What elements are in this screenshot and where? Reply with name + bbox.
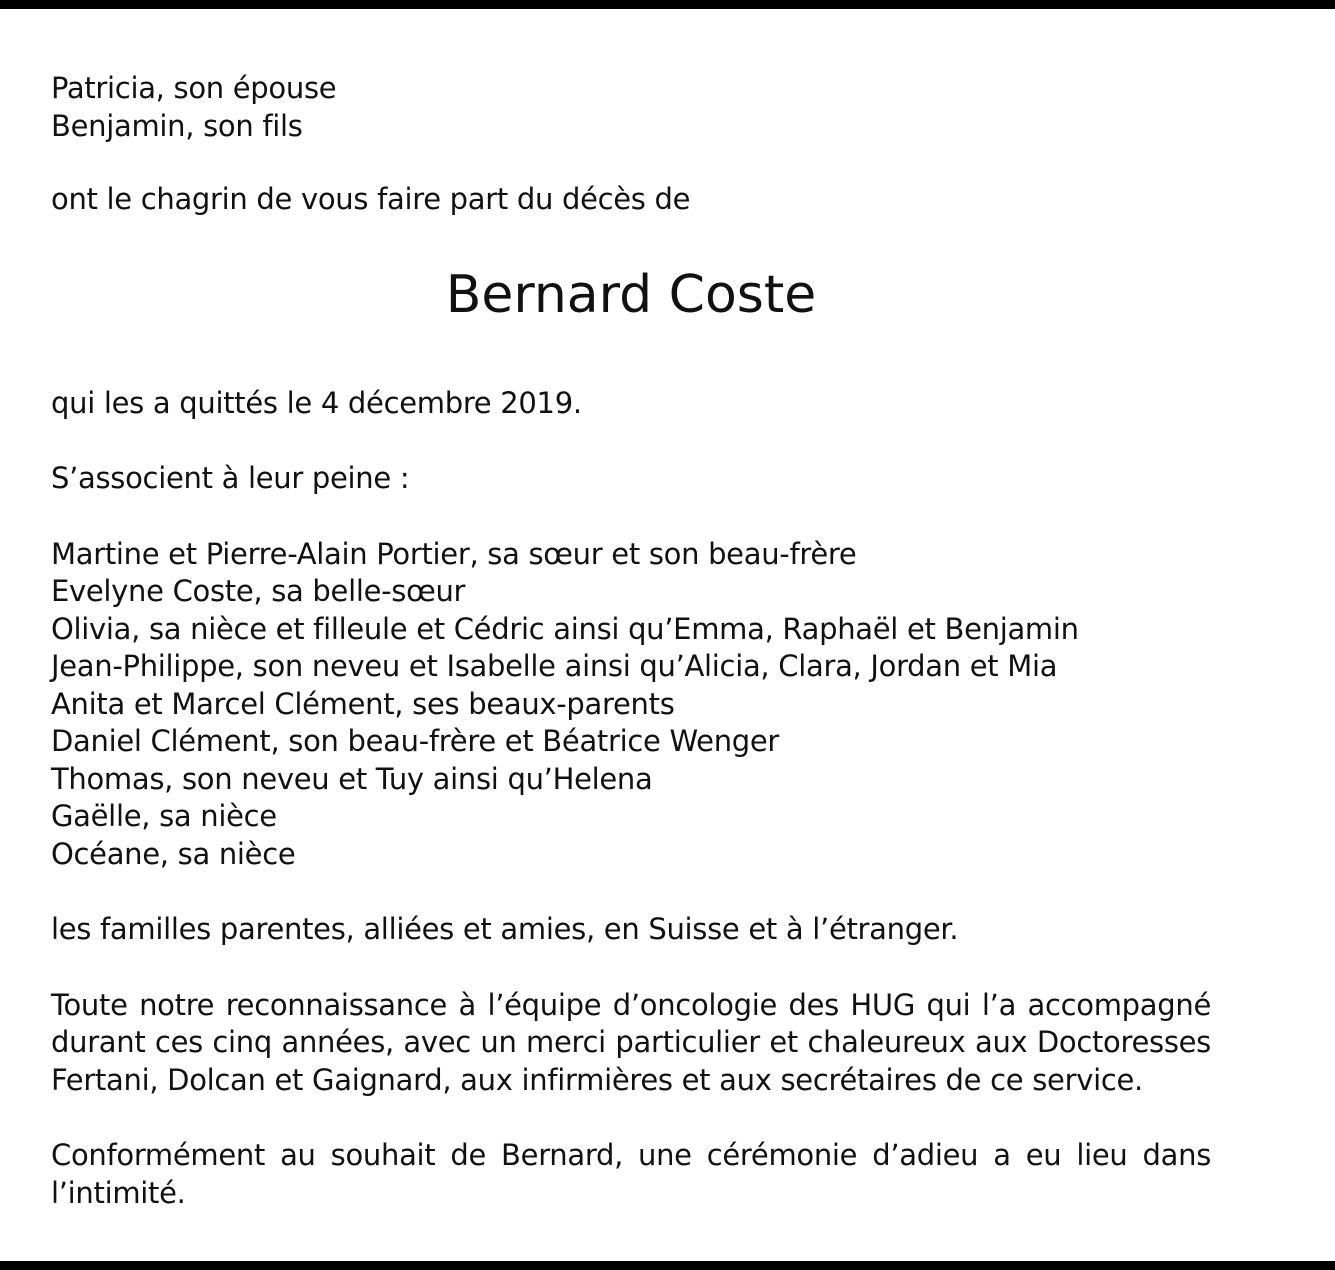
associate-entry: Jean-Philippe, son neveu et Isabelle ainsi qu’Alicia, Clara, Jordan et Mia — [51, 649, 1058, 683]
ceremony-paragraph — [51, 1137, 1211, 1212]
associate-entry: Gaëlle, sa nièce — [51, 799, 277, 833]
associates-heading: S’associent à leur peine : — [51, 461, 410, 495]
announcer-line: Benjamin, son fils — [51, 108, 303, 143]
ceremony-line: Conformément au souhait de Bernard, une cérémonie d’adieu a eu lieu dans — [51, 1138, 1211, 1172]
intro-line: ont le chagrin de vous faire part du décès de — [51, 182, 691, 216]
thanks-line: durant ces cinq années, avec un merci particulier et chaleureux aux Doctoresses — [51, 1025, 1211, 1059]
associate-entry: Anita et Marcel Clément, ses beaux-parents — [51, 686, 675, 721]
associate-entry: Océane, sa nièce — [51, 836, 296, 871]
announcer-line: Patricia, son épouse — [51, 71, 337, 105]
obituary-notice — [51, 70, 1211, 1212]
associate-entry: Evelyne Coste, sa belle-sœur — [51, 574, 466, 608]
thanks-line: Fertani, Dolcan et Gaignard, aux infirmières et aux secrétaires de ce service. — [51, 1062, 1143, 1097]
thanks-line: Toute notre reconnaissance à l’équipe d’oncologie des HUG qui l’a accompagné — [51, 987, 1211, 1022]
bottom-border-rule — [0, 1261, 1335, 1270]
thanks-paragraph — [51, 987, 1211, 1100]
death-date-line: qui les a quittés le 4 décembre 2019. — [51, 385, 582, 420]
associate-entry: Martine et Pierre-Alain Portier, sa sœur et son beau-frère — [51, 536, 857, 571]
top-border-rule — [0, 0, 1335, 9]
associate-entry: Daniel Clément, son beau-frère et Béatrice Wenger — [51, 724, 780, 758]
ceremony-line: l’intimité. — [51, 1175, 186, 1210]
deceased-name: Bernard Coste — [445, 264, 817, 325]
associates-list — [51, 536, 1211, 874]
families-line: les familles parentes, alliées et amies, en Suisse et à l’étranger. — [51, 912, 959, 946]
associate-entry: Thomas, son neveu et Tuy ainsi qu’Helena — [51, 761, 653, 796]
associate-entry: Olivia, sa nièce et filleule et Cédric ainsi qu’Emma, Raphaël et Benjamin — [51, 611, 1079, 646]
